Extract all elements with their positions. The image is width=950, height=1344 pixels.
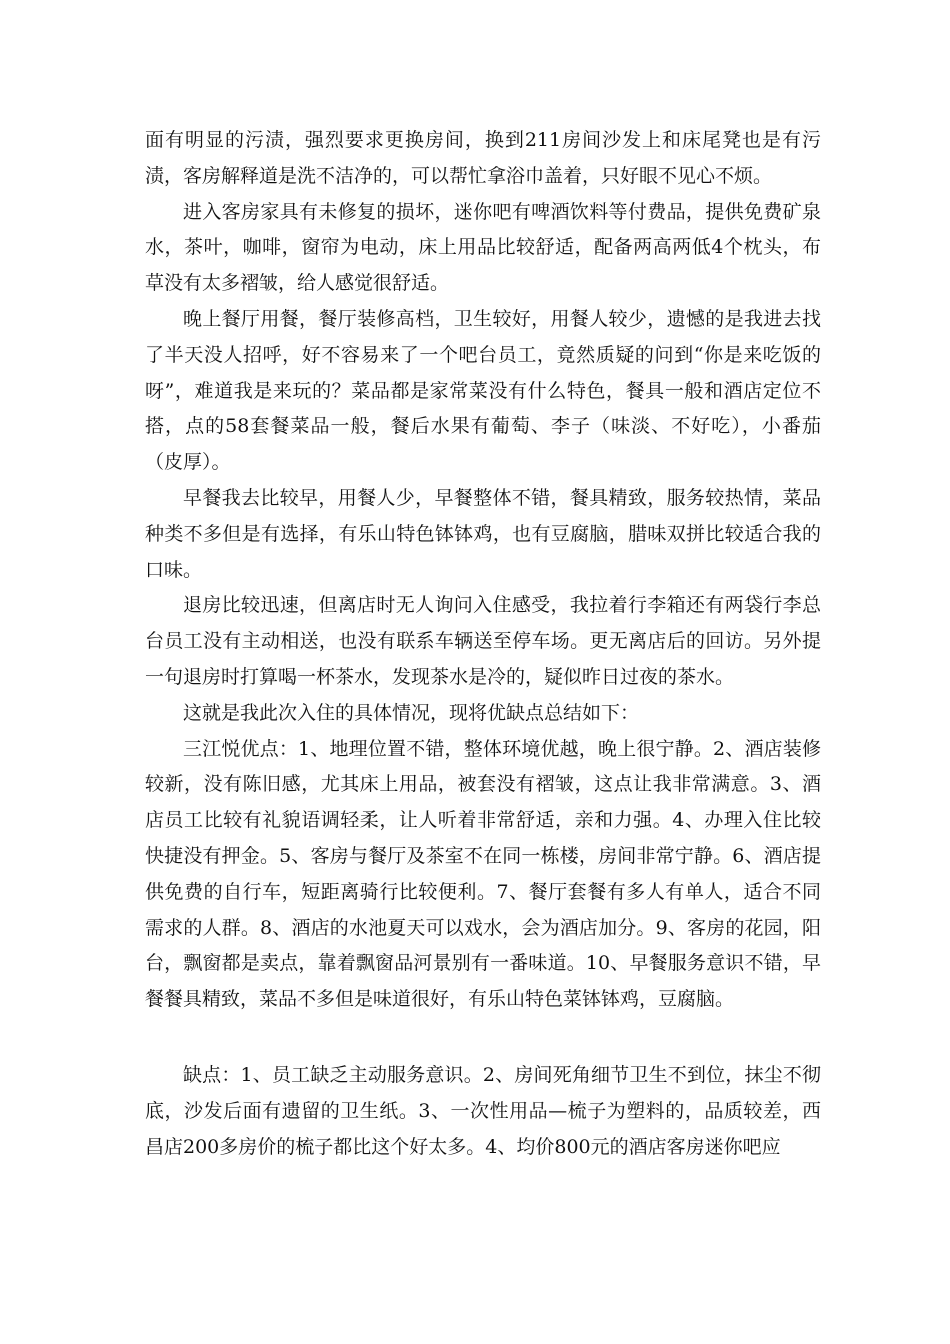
paragraph-dinner: 晚上餐厅用餐，餐厅装修高档，卫生较好，用餐人较少，遗憾的是我进去找了半天没人招呼，好不容易来了一个吧台员工，竟然质疑的问到“你是来吃饭的呀”，难道我是来玩的？菜品都是家常菜没有什么特色，餐具一般和酒店定位不搭，点的58套餐菜品一般，餐后水果有葡萄、李子（味淡、不好吃），小番茄（皮厚）。 bbox=[145, 307, 821, 474]
paragraph-breakfast: 早餐我去比较早，用餐人少，早餐整体不错，餐具精致，服务较热情，菜品种类不多但是有选择，有乐山特色钵钵鸡，也有豆腐脑，腊味双拼比较适合我的口味。 bbox=[145, 486, 821, 581]
paragraph-room-furnishings: 进入客房家具有未修复的损坏，迷你吧有啤酒饮料等付费品，提供免费矿泉水，茶叶，咖啡，窗帘为电动，床上用品比较舒适，配备两高两低4个枕头，布草没有太多褶皱，给人感觉很舒适。 bbox=[145, 200, 821, 295]
document-body bbox=[145, 123, 821, 1165]
paragraph-checkout: 退房比较迅速，但离店时无人询问入住感受，我拉着行李箱还有两袋行李总台员工没有主动相送，也没有联系车辆送至停车场。更无离店后的回访。另外提一句退房时打算喝一杯茶水，发现茶水是冷的，疑似昨日过夜的茶水。 bbox=[145, 594, 821, 688]
paragraph-room-stains: 面有明显的污渍，强烈要求更换房间，换到211房间沙发上和床尾凳也是有污渍，客房解释道是洗不洁净的，可以帮忙拿浴巾盖着，只好眼不见心不烦。 bbox=[145, 129, 821, 187]
paragraph-summary-intro: 这就是我此次入住的具体情况，现将优缺点总结如下： bbox=[183, 701, 640, 724]
paragraph-advantages: 三江悦优点：1、地理位置不错，整体环境优越，晚上很宁静。2、酒店装修较新，没有陈旧感，尤其床上用品，被套没有褶皱，这点让我非常满意。3、酒店员工比较有礼貌语调轻柔，让人听着非常舒适，亲和力强。4、办理入住比较快捷没有押金。5、客房与餐厅及茶室不在同一栋楼，房间非常宁静。6、酒店提供免费的自行车，短距离骑行比较便利。7、餐厅套餐有多人有单人，适合不同需求的人群。8、酒店的水池夏天可以戏水，会为酒店加分。9、客房的花园，阳台，飘窗都是卖点，靠着飘窗品河景别有一番味道。10、早餐服务意识不错，早餐餐具精致，菜品不多但是味道很好，有乐山特色菜钵钵鸡，豆腐脑。 bbox=[145, 737, 821, 1011]
paragraph-disadvantages: 缺点：1、员工缺乏主动服务意识。2、房间死角细节卫生不到位，抹尘不彻底，沙发后面有遗留的卫生纸。3、一次性用品—梳子为塑料的，品质较差，西昌店200多房价的梳子都比这个好太多。4、均价800元的酒店客房迷你吧应 bbox=[145, 1063, 821, 1158]
paragraph-spacer bbox=[145, 1018, 821, 1058]
